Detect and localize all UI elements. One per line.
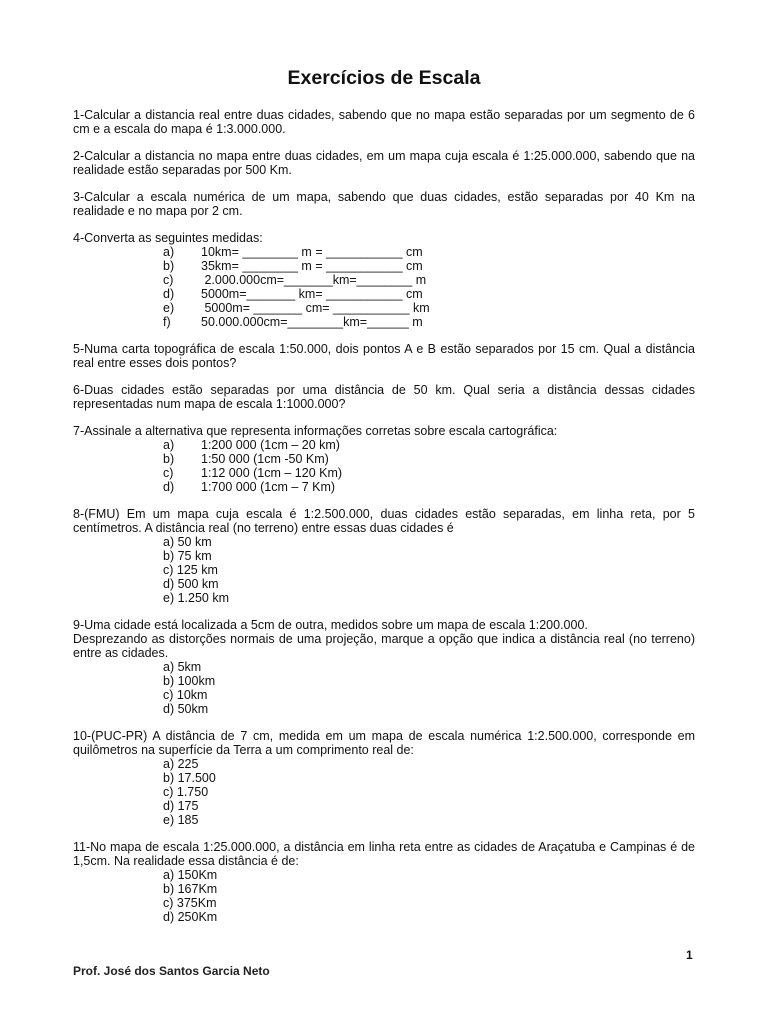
question-7 [73,424,695,494]
question-11 [73,840,695,924]
list-item: b) 35km= ________ m = ___________ cm [163,259,423,273]
list-item: c) 10km [163,688,208,702]
list-item: b) 100km [163,674,216,688]
question-9 [73,618,695,716]
list-item: a) 1:200 000 (1cm – 20 km) [163,438,340,452]
list-item: d) 500 km [163,577,219,591]
list-item: e) 185 [163,813,199,827]
question-9-text: Desprezando as distorções normais de uma projeção, marque a opção que indica a distância real (no terreno) entre as cidades. [73,632,695,660]
question-10 [73,729,695,827]
list-item: a) 5km [163,660,202,674]
question-8-text: 8-(FMU) Em um mapa cuja escala é 1:2.500.000, duas cidades estão separadas, em linha reta, por 5 centímetros. A distância real (no terreno) entre essas duas cidades é [73,507,695,535]
page-title: Exercícios de Escala [287,67,481,89]
question-7-text: 7-Assinale a alternativa que representa informações corretas sobre escala cartográfica: [73,424,558,438]
list-item: a) 150Km [163,868,218,882]
list-item: e) 5000m= _______ cm= ___________ km [163,301,430,315]
list-item: e) 1.250 km [163,591,230,605]
question-4 [73,231,695,329]
list-item: f) 50.000.000cm=________km=______ m [163,315,423,329]
question-8-items [73,535,695,605]
question-10-items [73,757,695,827]
question-11-text: 11-No mapa de escala 1:25.000.000, a distância em linha reta entre as cidades de Araçatuba e Campinas é de 1,5cm. Na realidade essa distância é de: [73,840,695,868]
question-11-items [73,868,695,924]
page-number: 1 [686,948,693,962]
list-item: c) 375Km [163,896,217,910]
list-item: c) 2.000.000cm=_______km=________ m [163,273,427,287]
list-item: c) 1.750 [163,785,209,799]
footer-author: Prof. José dos Santos Garcia Neto [73,964,270,978]
question-9-line1: 9-Uma cidade está localizada a 5cm de outra, medidos sobre um mapa de escala 1:200.000. [73,618,588,632]
list-item: a) 225 [163,757,199,771]
question-6: 6-Duas cidades estão separadas por uma distância de 50 km. Qual seria a distância dessas cidades representadas num mapa de escala 1:1000.000? [73,383,695,411]
list-item: d) 175 [163,799,199,813]
document-page [73,66,695,937]
list-item: b) 167Km [163,882,218,896]
question-5: 5-Numa carta topográfica de escala 1:50.000, dois pontos A e B estão separados por 15 cm. Qual a distância real entre esses dois pontos? [73,342,695,370]
list-item: a) 50 km [163,535,212,549]
list-item: d) 5000m=_______ km= ___________ cm [163,287,423,301]
list-item: d) 50km [163,702,209,716]
question-2: 2-Calcular a distancia no mapa entre duas cidades, em um mapa cuja escala é 1:25.000.000, sabendo que na realidade estão separadas por 500 Km. [73,149,695,177]
list-item: c) 125 km [163,563,218,577]
question-9-items [73,660,695,716]
list-item: b) 1:50 000 (1cm -50 Km) [163,452,329,466]
list-item: d) 1:700 000 (1cm – 7 Km) [163,480,336,494]
question-8 [73,507,695,605]
question-3: 3-Calcular a escala numérica de um mapa, sabendo que duas cidades, estão separadas por 40 Km na realidade e no mapa por 2 cm. [73,190,695,218]
question-4-text: 4-Converta as seguintes medidas: [73,231,263,245]
list-item: a) 10km= ________ m = ___________ cm [163,245,423,259]
list-item: b) 17.500 [163,771,216,785]
list-item: c) 1:12 000 (1cm – 120 Km) [163,466,343,480]
question-7-items [73,438,695,494]
question-4-items [73,245,695,329]
list-item: d) 250Km [163,910,218,924]
question-10-text: 10-(PUC-PR) A distância de 7 cm, medida em um mapa de escala numérica 1:2.500.000, corresponde em quilômetros na superfície da Terra a um comprimento real de: [73,729,695,757]
list-item: b) 75 km [163,549,212,563]
question-1: 1-Calcular a distancia real entre duas cidades, sabendo que no mapa estão separadas por um segmento de 6 cm e a escala do mapa é 1:3.000.000. [73,108,695,136]
